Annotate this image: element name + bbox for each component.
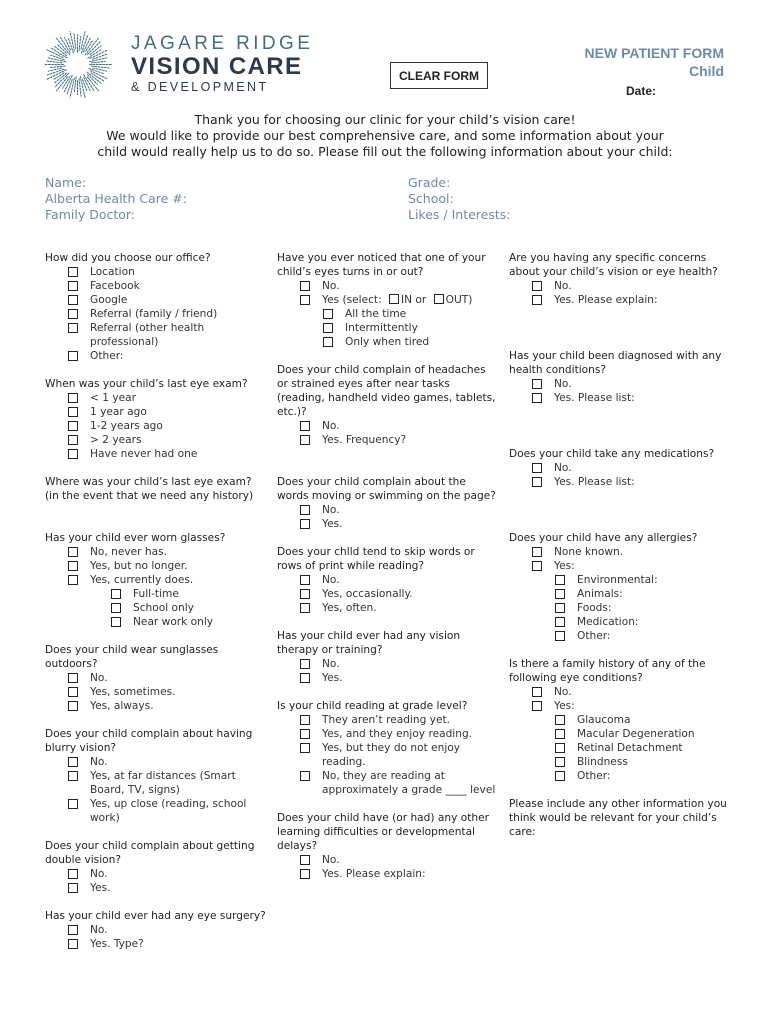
option[interactable] xyxy=(277,419,499,433)
option[interactable] xyxy=(277,853,499,867)
option-label: Yes, occasionally. xyxy=(322,588,413,600)
checkbox[interactable] xyxy=(555,715,565,725)
option-label: Yes. xyxy=(322,672,343,684)
question-family-history xyxy=(509,657,731,783)
checkbox[interactable] xyxy=(111,603,121,613)
option-label: No. xyxy=(322,658,340,670)
option[interactable] xyxy=(45,881,267,895)
option-label: They aren’t reading yet. xyxy=(322,714,450,726)
question-allergies xyxy=(509,531,731,643)
option[interactable] xyxy=(45,321,267,349)
option-label: Yes. xyxy=(322,518,343,530)
option[interactable] xyxy=(45,265,267,279)
checkbox[interactable] xyxy=(555,617,565,627)
sub-option[interactable] xyxy=(509,615,731,629)
option[interactable] xyxy=(277,713,499,727)
option-label: Medication: xyxy=(577,616,639,628)
option-label: Full-time xyxy=(133,588,179,600)
question-text: Does your child complain about the words moving or swimming on the page? xyxy=(277,476,496,502)
option[interactable] xyxy=(45,867,267,881)
checkbox[interactable] xyxy=(68,701,78,711)
checkbox[interactable] xyxy=(555,771,565,781)
checkbox[interactable] xyxy=(68,939,78,949)
option-label: Environmental: xyxy=(577,574,658,586)
question-text: Are you having any specific concerns about your child’s vision or eye health? xyxy=(509,252,718,278)
checkbox[interactable] xyxy=(300,855,310,865)
option[interactable] xyxy=(509,377,731,391)
question-subtext: (in the event that we need any history) xyxy=(45,490,254,502)
question-text: Does your child have (or had) any other learning difficulties or developmental delays? xyxy=(277,812,489,852)
checkbox[interactable] xyxy=(532,379,542,389)
question-text: Where was your child’s last eye exam? xyxy=(45,476,252,488)
checkbox[interactable] xyxy=(300,421,310,431)
checkbox[interactable] xyxy=(323,323,333,333)
option[interactable] xyxy=(45,279,267,293)
checkbox[interactable] xyxy=(68,393,78,403)
option[interactable] xyxy=(277,867,499,881)
checkbox[interactable] xyxy=(68,925,78,935)
option[interactable] xyxy=(45,405,267,419)
option-label: Yes: xyxy=(554,560,575,572)
option-label: Yes, at far distances (Smart Board, TV, signs) xyxy=(90,770,236,796)
brand-name-line1: JAGARE RIDGE xyxy=(131,33,314,54)
option-label: Location xyxy=(90,266,135,278)
checkbox[interactable] xyxy=(300,729,310,739)
question-text: Has your child ever had any vision therapy or training? xyxy=(277,630,461,656)
intro-line: We would like to provide our best comprehensive care, and some information about your xyxy=(106,128,664,143)
clear-form-button[interactable]: CLEAR FORM xyxy=(390,62,488,89)
option-label: Yes. Please explain: xyxy=(554,294,658,306)
intro-text xyxy=(60,112,710,160)
option-label: Facebook xyxy=(90,280,140,292)
option[interactable] xyxy=(509,293,731,307)
checkbox-out[interactable] xyxy=(434,294,444,304)
sub-option[interactable] xyxy=(509,601,731,615)
checkbox[interactable] xyxy=(555,575,565,585)
name-field-label[interactable]: Name: xyxy=(45,175,87,190)
question-blurry-vision xyxy=(45,727,267,825)
option-label: Yes, currently does. xyxy=(90,574,194,586)
option[interactable] xyxy=(277,573,499,587)
checkbox[interactable] xyxy=(68,575,78,585)
option[interactable] xyxy=(509,699,731,713)
checkbox[interactable] xyxy=(555,603,565,613)
option-label: Yes, but they do not enjoy reading. xyxy=(322,742,461,768)
question-text: Is your child reading at grade level? xyxy=(277,700,468,712)
option[interactable] xyxy=(509,391,731,405)
form-subtitle: Child xyxy=(689,63,724,79)
option-label: No. xyxy=(554,462,572,474)
option-label: Yes, up close (reading, school work) xyxy=(90,798,247,824)
form-title: NEW PATIENT FORM xyxy=(584,45,724,61)
sub-option[interactable] xyxy=(277,307,499,321)
option[interactable] xyxy=(45,433,267,447)
option[interactable] xyxy=(45,559,267,573)
option-label-part: Yes (select: xyxy=(322,294,386,306)
option-label: Yes, often. xyxy=(322,602,377,614)
checkbox[interactable] xyxy=(111,589,121,599)
option-label: No. xyxy=(322,420,340,432)
interests-field-label[interactable]: Likes / Interests: xyxy=(408,207,511,222)
question-double-vision xyxy=(45,839,267,895)
option[interactable] xyxy=(45,769,267,797)
sub-option[interactable] xyxy=(509,573,731,587)
checkbox[interactable] xyxy=(323,309,333,319)
option[interactable] xyxy=(277,657,499,671)
option-label: No. xyxy=(322,504,340,516)
checkbox[interactable] xyxy=(68,687,78,697)
option[interactable] xyxy=(45,293,267,307)
checkbox[interactable] xyxy=(555,589,565,599)
option-label: Animals: xyxy=(577,588,623,600)
option[interactable] xyxy=(277,517,499,531)
question-skip-words xyxy=(277,545,499,615)
option-label: 1-2 years ago xyxy=(90,420,163,432)
checkbox-in[interactable] xyxy=(389,294,399,304)
option-label: School only xyxy=(133,602,194,614)
checkbox[interactable] xyxy=(300,295,310,305)
option[interactable] xyxy=(45,685,267,699)
checkbox[interactable] xyxy=(68,449,78,459)
checkbox[interactable] xyxy=(532,701,542,711)
sub-option[interactable] xyxy=(277,335,499,349)
question-vision-therapy xyxy=(277,629,499,685)
option[interactable] xyxy=(277,433,499,447)
option-label: No. xyxy=(90,756,108,768)
option[interactable] xyxy=(45,545,267,559)
option-label: None known. xyxy=(554,546,624,558)
question-text: How did you choose our office? xyxy=(45,252,211,264)
question-text: Is there a family history of any of the following eye conditions? xyxy=(509,658,706,684)
option-label: Yes. Type? xyxy=(90,938,144,950)
questions-column-1 xyxy=(45,251,267,951)
checkbox[interactable] xyxy=(68,561,78,571)
checkbox[interactable] xyxy=(532,463,542,473)
question-words-moving xyxy=(277,475,499,531)
option[interactable] xyxy=(45,419,267,433)
option-label: Google xyxy=(90,294,128,306)
sub-option[interactable] xyxy=(509,727,731,741)
checkbox[interactable] xyxy=(68,757,78,767)
checkbox[interactable] xyxy=(532,687,542,697)
option-label: No, they are reading at approximately a grade ____ level xyxy=(322,770,496,796)
option-label: Retinal Detachment xyxy=(577,742,683,754)
option[interactable] xyxy=(509,475,731,489)
question-grade-reading xyxy=(277,699,499,797)
sub-option[interactable] xyxy=(45,601,267,615)
checkbox[interactable] xyxy=(68,799,78,809)
school-field-label[interactable]: School: xyxy=(408,191,454,206)
question-text: Does your child take any medications? xyxy=(509,448,715,460)
option[interactable] xyxy=(45,349,267,363)
option[interactable] xyxy=(45,699,267,713)
sub-option[interactable] xyxy=(509,741,731,755)
option[interactable] xyxy=(277,769,499,797)
checkbox[interactable] xyxy=(532,295,542,305)
option[interactable] xyxy=(45,447,267,461)
option-label: No. xyxy=(322,854,340,866)
question-text: Does your child have any allergies? xyxy=(509,532,698,544)
clinic-logo xyxy=(40,27,115,102)
checkbox[interactable] xyxy=(300,519,310,529)
option-label: > 2 years xyxy=(90,434,142,446)
option-label: Blindness xyxy=(577,756,628,768)
checkbox[interactable] xyxy=(300,673,310,683)
question-glasses xyxy=(45,531,267,629)
sub-option[interactable] xyxy=(509,587,731,601)
checkbox[interactable] xyxy=(555,729,565,739)
question-text: Does your chlld tend to skip words or rows of print while reading? xyxy=(277,546,475,572)
option[interactable] xyxy=(45,671,267,685)
option[interactable] xyxy=(509,461,731,475)
checkbox[interactable] xyxy=(68,267,78,277)
grade-field-label[interactable]: Grade: xyxy=(408,175,451,190)
option-label: No. xyxy=(554,280,572,292)
option-label: Other: xyxy=(577,770,611,782)
question-exam-location xyxy=(45,475,267,503)
option-label: Yes, sometimes. xyxy=(90,686,176,698)
question-office-choice xyxy=(45,251,267,363)
checkbox[interactable] xyxy=(68,323,78,333)
patient-info-right xyxy=(408,175,510,223)
checkbox[interactable] xyxy=(300,589,310,599)
question-text: Has your child ever had any eye surgery? xyxy=(45,910,266,922)
sub-option[interactable] xyxy=(45,615,267,629)
checkbox[interactable] xyxy=(68,351,78,361)
sub-option[interactable] xyxy=(509,755,731,769)
option[interactable] xyxy=(277,587,499,601)
checkbox[interactable] xyxy=(68,421,78,431)
option-label-part: IN or xyxy=(401,294,430,306)
option-label: Yes. xyxy=(90,882,111,894)
option-label: Intermittently xyxy=(345,322,418,334)
question-learning-difficulties xyxy=(277,811,499,881)
option-label: Only when tired xyxy=(345,336,430,348)
question-other-info xyxy=(509,797,731,839)
brand-name-line3: & DEVELOPMENT xyxy=(131,80,269,94)
checkbox[interactable] xyxy=(68,883,78,893)
checkbox[interactable] xyxy=(68,547,78,557)
checkbox[interactable] xyxy=(300,603,310,613)
option[interactable] xyxy=(277,293,499,307)
option[interactable] xyxy=(277,279,499,293)
option-label: Foods: xyxy=(577,602,612,614)
option-label: No. xyxy=(90,868,108,880)
sub-option[interactable] xyxy=(509,713,731,727)
option-label: Other: xyxy=(577,630,611,642)
question-text: Has your child ever worn glasses? xyxy=(45,532,226,544)
checkbox[interactable] xyxy=(300,715,310,725)
option-label: Have never had one xyxy=(90,448,198,460)
checkbox[interactable] xyxy=(68,281,78,291)
question-text: Has your child been diagnosed with any health conditions? xyxy=(509,350,722,376)
checkbox[interactable] xyxy=(68,407,78,417)
checkbox[interactable] xyxy=(555,757,565,767)
questions-column-3 xyxy=(509,251,731,839)
question-text: Does your child complain of headaches or strained eyes after near tasks (reading, handheld video games, tablets, etc.)? xyxy=(277,364,496,418)
sub-option[interactable] xyxy=(509,629,731,643)
option-label: Yes, always. xyxy=(90,700,154,712)
option[interactable] xyxy=(509,559,731,573)
option-label: < 1 year xyxy=(90,392,136,404)
option-label: Yes. Please explain: xyxy=(322,868,426,880)
checkbox[interactable] xyxy=(300,659,310,669)
option[interactable] xyxy=(45,307,267,321)
checkbox[interactable] xyxy=(300,869,310,879)
option-label: No. xyxy=(322,574,340,586)
sub-option[interactable] xyxy=(277,321,499,335)
checkbox[interactable] xyxy=(300,743,310,753)
option[interactable] xyxy=(45,755,267,769)
checkbox[interactable] xyxy=(323,337,333,347)
checkbox[interactable] xyxy=(300,771,310,781)
checkbox[interactable] xyxy=(300,281,310,291)
option-label: Near work only xyxy=(133,616,214,628)
option-label: Yes, and they enjoy reading. xyxy=(322,728,473,740)
brand-name-line2: VISION CARE xyxy=(131,53,303,80)
option[interactable] xyxy=(277,741,499,769)
question-text: Does your child complain about getting double vision? xyxy=(45,840,255,866)
option-label: No. xyxy=(322,280,340,292)
checkbox[interactable] xyxy=(68,771,78,781)
option-label: No. xyxy=(90,924,108,936)
option-label: Yes. Please list: xyxy=(554,392,635,404)
option-label: All the time xyxy=(345,308,407,320)
option[interactable] xyxy=(277,601,499,615)
intro-line: Thank you for choosing our clinic for your child’s vision care! xyxy=(194,112,576,127)
checkbox[interactable] xyxy=(68,435,78,445)
option[interactable] xyxy=(509,279,731,293)
option-label: Other: xyxy=(90,350,124,362)
option-label: No, never has. xyxy=(90,546,167,558)
option-label: Yes, but no longer. xyxy=(90,560,188,572)
question-text: When was your child’s last eye exam? xyxy=(45,378,248,390)
question-health-conditions xyxy=(509,349,731,405)
checkbox[interactable] xyxy=(111,617,121,627)
option-label: No. xyxy=(554,686,572,698)
question-headaches xyxy=(277,363,499,447)
checkbox[interactable] xyxy=(555,631,565,641)
patient-info-left xyxy=(45,175,187,223)
option[interactable] xyxy=(277,503,499,517)
question-text: Have you ever noticed that one of your child’s eyes turns in or out? xyxy=(277,252,486,278)
checkbox[interactable] xyxy=(300,435,310,445)
checkbox[interactable] xyxy=(532,547,542,557)
checkbox[interactable] xyxy=(555,743,565,753)
option[interactable] xyxy=(45,797,267,825)
option-label: No. xyxy=(554,378,572,390)
question-text[interactable]: Please include any other information you think would be relevant for your child’s care: xyxy=(509,798,727,838)
question-text: Does your child complain about having blurry vision? xyxy=(45,728,253,754)
option-label: Yes: xyxy=(554,700,575,712)
option[interactable] xyxy=(509,545,731,559)
option-label: Yes. Please list: xyxy=(554,476,635,488)
checkbox[interactable] xyxy=(68,673,78,683)
question-eye-surgery xyxy=(45,909,267,951)
health-care-number-label[interactable]: Alberta Health Care #: xyxy=(45,191,187,206)
option-label: Referral (family / friend) xyxy=(90,308,218,320)
checkbox[interactable] xyxy=(300,575,310,585)
question-sunglasses xyxy=(45,643,267,713)
option-label xyxy=(322,293,499,307)
sub-option[interactable] xyxy=(45,587,267,601)
question-specific-concerns xyxy=(509,251,731,307)
checkbox[interactable] xyxy=(532,561,542,571)
option[interactable] xyxy=(277,671,499,685)
option-label: 1 year ago xyxy=(90,406,147,418)
family-doctor-label[interactable]: Family Doctor: xyxy=(45,207,136,222)
option-label: Glaucoma xyxy=(577,714,631,726)
checkbox[interactable] xyxy=(68,309,78,319)
checkbox[interactable] xyxy=(68,295,78,305)
question-text: Does your child wear sunglasses outdoors? xyxy=(45,644,219,670)
option[interactable] xyxy=(509,685,731,699)
intro-line: child would really help us to do so. Please fill out the following information about your child: xyxy=(97,144,673,159)
checkbox[interactable] xyxy=(532,393,542,403)
question-last-exam xyxy=(45,377,267,461)
sub-option[interactable] xyxy=(509,769,731,783)
date-label: Date: xyxy=(626,84,657,98)
option[interactable] xyxy=(45,923,267,937)
checkbox[interactable] xyxy=(300,505,310,515)
option-label: Referral (other health professional) xyxy=(90,322,205,348)
checkbox[interactable] xyxy=(532,477,542,487)
option-label: Yes. Frequency? xyxy=(322,434,407,446)
option[interactable] xyxy=(45,573,267,587)
question-medications xyxy=(509,447,731,489)
option[interactable] xyxy=(277,727,499,741)
checkbox[interactable] xyxy=(68,869,78,879)
option-label-part: OUT) xyxy=(445,294,473,306)
option-label: Macular Degeneration xyxy=(577,728,695,740)
option-label: No. xyxy=(90,672,108,684)
checkbox[interactable] xyxy=(532,281,542,291)
option[interactable] xyxy=(45,937,267,951)
questions-column-2 xyxy=(277,251,499,881)
question-eye-turn xyxy=(277,251,499,349)
option[interactable] xyxy=(45,391,267,405)
